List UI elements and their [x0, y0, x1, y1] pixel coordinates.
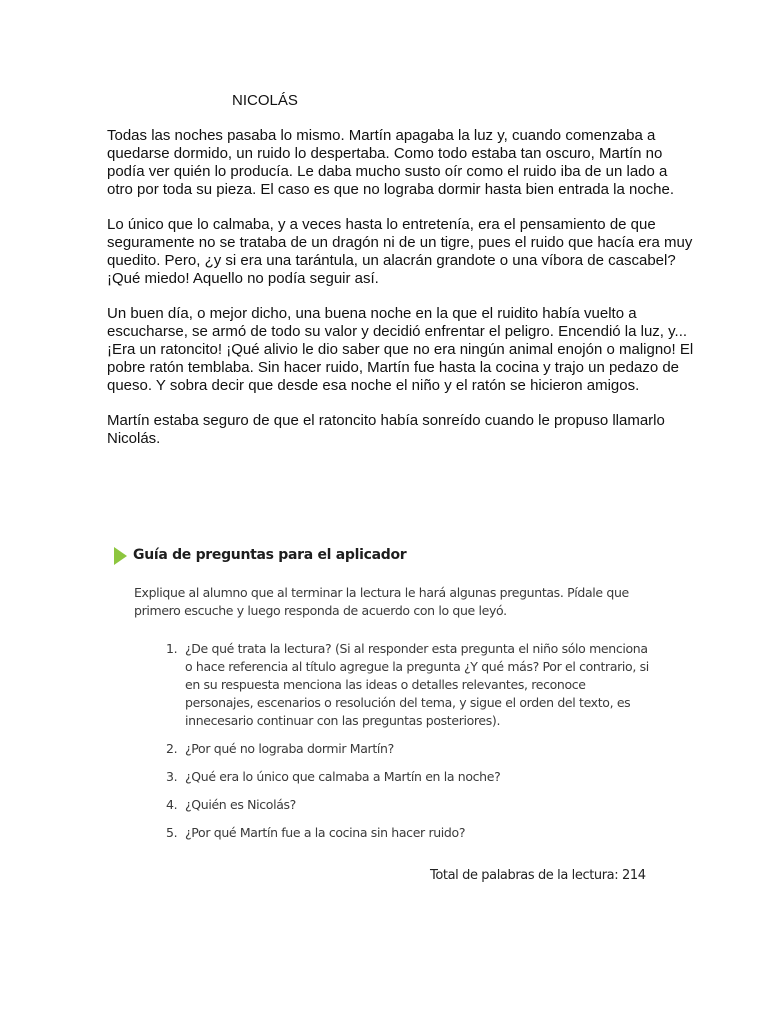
play-arrow-icon [114, 547, 127, 565]
question-text: ¿Por qué Martín fue a la cocina sin hacer ruido? [185, 825, 466, 840]
question-guide [114, 542, 674, 852]
question-item [166, 796, 651, 814]
story-paragraph-4: Martín estaba seguro de que el ratoncito había sonreído cuando le propuso llamarlo Nicolás. [107, 412, 665, 447]
guide-instructions: Explique al alumno que al terminar la lectura le hará algunas preguntas. Pídale que primero escuche y luego responda de acuerdo con lo que leyó. [134, 585, 629, 618]
story-title: NICOLÁS [232, 92, 298, 109]
question-text: ¿Qué era lo único que calmaba a Martín en la noche? [185, 769, 501, 784]
total-word-count: Total de palabras de la lectura: 214 [430, 868, 646, 883]
question-number: 4. [166, 797, 178, 812]
guide-header [114, 542, 674, 568]
question-item [166, 824, 651, 842]
guide-title: Guía de preguntas para el aplicador [133, 547, 407, 563]
question-number: 5. [166, 825, 178, 840]
question-text: ¿De qué trata la lectura? (Si al responder esta pregunta el niño sólo menciona o hace referencia al título agregue la pregunta ¿Y qué más? Por el contrario, si en su respuesta menciona las ideas o detalles relevantes, reconoce personajes, escenarios o resolución del tema, y sigue el orden del texto, es innecesario continuar con las preguntas posteriores). [185, 641, 649, 728]
question-text: ¿Por qué no lograba dormir Martín? [185, 741, 394, 756]
question-item [166, 768, 651, 786]
question-item [166, 740, 651, 758]
story-paragraph-3: Un buen día, o mejor dicho, una buena noche en la que el ruidito había vuelto a escucharse, se armó de todo su valor y decidió enfrentar el peligro. Encendió la luz, y... ¡Era un ratoncito! ¡Qué alivio le dio saber que no era ningún animal enojón o maligno! El pobre ratón temblaba. Sin hacer ruido, Martín fue hasta la cocina y trajo un pedazo de queso. Y sobra decir que desde esa noche el niño y el ratón se hicieron amigos. [107, 305, 694, 394]
question-number: 2. [166, 741, 178, 756]
question-item [166, 640, 651, 730]
story-paragraph-1: Todas las noches pasaba lo mismo. Martín apagaba la luz y, cuando comenzaba a quedarse dormido, un ruido lo despertaba. Como todo estaba tan oscuro, Martín no podía ver quién lo producía. Le daba mucho susto oír como el ruido iba de un lado a otro por toda su pieza. El caso es que no lograba dormir hasta bien entrada la noche. [107, 127, 675, 198]
question-number: 1. [166, 641, 178, 656]
story-paragraph-2: Lo único que lo calmaba, y a veces hasta lo entretenía, era el pensamiento de que seguramente no se trataba de un dragón ni de un tigre, pues el ruido que hacía era muy quedito. Pero, ¿y si era una tarántula, un alacrán grandote o una víbora de cascabel? ¡Qué miedo! Aquello no podía seguir así. [107, 216, 693, 287]
story-body [107, 127, 697, 465]
question-list [166, 640, 651, 842]
question-text: ¿Quién es Nicolás? [185, 797, 296, 812]
question-number: 3. [166, 769, 178, 784]
